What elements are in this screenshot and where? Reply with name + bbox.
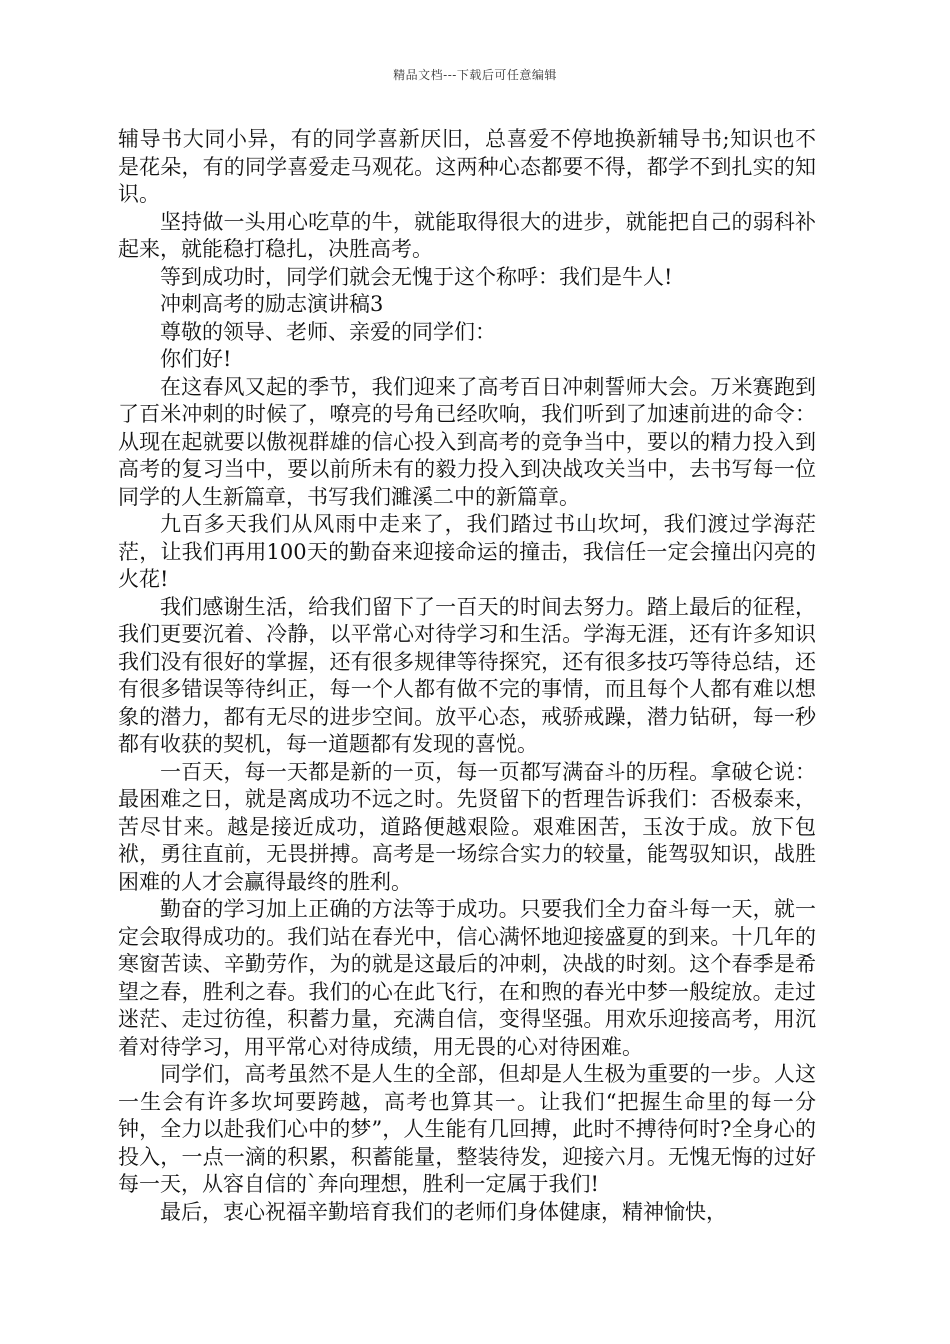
paragraph: 一百天，每一天都是新的一页，每一页都写满奋斗的历程。拿破仑说：最困难之日，就是离成功不远之时。先贤留下的哲理告诉我们：否极泰来，苦尽甘来。越是接近成功，道路便越艰险。艰难困苦，玉汝于成。放下包袱，勇往直前，无畏拼搏。高考是一场综合实力的较量，能驾驭知识，战胜困难的人才会赢得最终的胜利。 [118, 759, 816, 894]
paragraph: 勤奋的学习加上正确的方法等于成功。只要我们全力奋斗每一天，就一定会取得成功的。我们站在春光中，信心满怀地迎接盛夏的到来。十几年的寒窗苦读、辛勤劳作，为的就是这最后的冲刺，决战的时刻。这个春季是希望之春，胜利之春。我们的心在此飞行，在和煦的春光中梦一般绽放。走过迷茫、走过彷徨，积蓄力量，充满自信，变得坚强。用欢乐迎接高考，用沉着对待学习，用平常心对待成绩，用无畏的心对待困难。 [118, 897, 816, 1059]
paragraph: 坚持做一头用心吃草的牛，就能取得很大的进步，就能把自己的弱科补起来，就能稳打稳扎，决胜高考。 [118, 209, 816, 261]
salutation: 尊敬的领导、老师、亲爱的同学们： [160, 319, 496, 344]
paragraph: 在这春风又起的季节，我们迎来了高考百日冲刺誓师大会。万米赛跑到了百米冲刺的时候了，嘹亮的号角已经吹响，我们听到了加速前进的命令：从现在起就要以傲视群雄的信心投入到高考的竞争当中，要以的精力投入到高考的复习当中，要以前所未有的毅力投入到决战攻关当中，去书写每一位同学的人生新篇章，书写我们濉溪二中的新篇章。 [118, 374, 816, 509]
paragraph: 我们感谢生活，给我们留下了一百天的时间去努力。踏上最后的征程，我们更要沉着、冷静，以平常心对待学习和生活。学海无涯，还有许多知识我们没有很好的掌握，还有很多规律等待探究，还有很多技巧等待总结，还有很多错误等待纠正，每一个人都有做不完的事情，而且每个人都有难以想象的潜力，都有无尽的进步空间。放平心态，戒骄戒躁，潜力钻研，每一秒都有收获的契机，每一道题都有发现的喜悦。 [118, 594, 816, 756]
paragraph: 最后，衷心祝福辛勤培育我们的老师们身体健康，精神愉快， [160, 1199, 727, 1224]
paragraph: 九百多天我们从风雨中走来了，我们踏过书山坎坷，我们渡过学海茫茫，让我们再用100天的勤奋来迎接命运的撞击，我信任一定会撞出闪亮的火花! [118, 512, 816, 591]
paragraph: 等到成功时，同学们就会无愧于这个称呼：我们是牛人! [160, 264, 673, 289]
document-body [118, 126, 816, 1226]
page-header: 精品文档---下载后可任意编辑 [393, 68, 557, 82]
paragraph: 辅导书大同小异，有的同学喜新厌旧，总喜爱不停地换新辅导书;知识也不是花朵，有的同学喜爱走马观花。这两种心态都要不得，都学不到扎实的知识。 [118, 127, 816, 206]
paragraph: 同学们，高考虽然不是人生的全部，但却是人生极为重要的一步。人这一生会有许多坎坷要跨越，高考也算其一。让我们“把握生命里的每一分钟，全力以赴我们心中的梦”，人生能有几回搏，此时不搏待何时?全身心的投入，一点一滴的积累，积蓄能量，整装待发，迎接六月。无愧无悔的过好每一天，从容自信的`奔向理想，胜利一定属于我们! [118, 1062, 816, 1196]
section-title: 冲刺高考的励志演讲稿3 [160, 292, 384, 316]
greeting: 你们好! [160, 347, 232, 371]
